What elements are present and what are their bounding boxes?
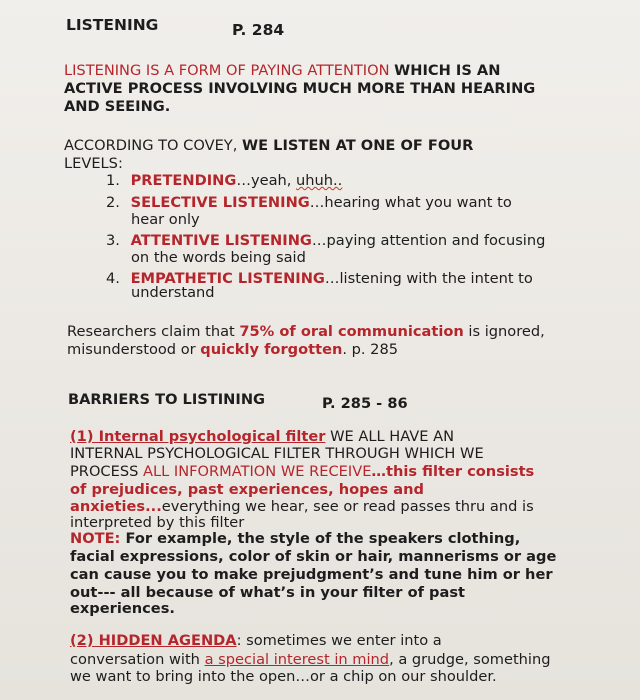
- list-number: 1.: [106, 172, 120, 189]
- intro-line-2: ACTIVE PROCESS INVOLVING MUCH MORE THAN HEARING: [64, 80, 536, 97]
- note-line-1: [70, 530, 520, 548]
- note-line-3: can cause you to make prejudgment’s and tune him or her: [70, 566, 553, 583]
- list-term: ATTENTIVE LISTENING: [130, 232, 312, 249]
- list-item-continuation: on the words being said: [131, 249, 306, 266]
- list-number: 4.: [106, 270, 120, 287]
- barrier-2-label: (2) HIDDEN AGENDA: [70, 632, 237, 649]
- barrier-2-line-3: we want to bring into the open…or a chip on our shoulder.: [70, 668, 497, 685]
- barrier-1-highlight: …this filter consists: [371, 463, 535, 480]
- list-number: 2.: [106, 194, 120, 211]
- intro-line-1: [64, 62, 500, 80]
- list-description: …yeah,: [236, 172, 297, 189]
- barrier-1-line-4: of prejudices, past experiences, hopes and: [70, 481, 424, 498]
- barrier-1-text: everything we hear, see or read passes thru and is: [161, 498, 534, 515]
- barriers-title: BARRIERS TO LISTINING: [68, 391, 266, 408]
- list-description-underlined: uhuh..: [296, 172, 343, 189]
- research-page-ref: . p. 285: [342, 341, 399, 358]
- research-highlight: quickly forgotten: [200, 341, 343, 358]
- note-line-2: facial expressions, color of skin or hair, mannerisms or age: [70, 548, 557, 565]
- list-item: [106, 232, 545, 250]
- barrier-2-text: , a grudge, something: [389, 651, 551, 668]
- note-text: For example, the style of the speakers clothing,: [120, 530, 521, 547]
- note-line-5: experiences.: [70, 600, 175, 617]
- barrier-1-red-text: ALL INFORMATION WE RECEIVE: [143, 463, 372, 480]
- note-line-4: out--- all because of what’s in your filter of past: [70, 584, 466, 601]
- list-number: 3.: [106, 232, 120, 249]
- intro-line-3: AND SEEING.: [64, 98, 171, 115]
- barrier-2-line-2: [70, 651, 551, 669]
- barrier-2-text: conversation with: [70, 651, 205, 668]
- list-term: PRETENDING: [130, 172, 237, 189]
- intro-red-text: LISTENING IS A FORM OF PAYING ATTENTION: [64, 62, 395, 79]
- list-item-continuation: hear only: [131, 211, 200, 228]
- barrier-1-line-2: INTERNAL PSYCHOLOGICAL FILTER THROUGH WHICH WE: [70, 445, 484, 462]
- list-description: …listening with the intent to: [324, 270, 533, 287]
- list-term: EMPATHETIC LISTENING: [130, 270, 325, 287]
- list-item: [106, 194, 512, 212]
- barrier-1-line-3: [70, 463, 534, 481]
- covey-line-1: [64, 137, 473, 155]
- barrier-1-line-6: interpreted by this filter: [70, 514, 245, 531]
- section-title: LISTENING: [66, 16, 159, 34]
- research-text: misunderstood or: [67, 341, 201, 358]
- barriers-page-ref: P. 285 - 86: [322, 395, 408, 412]
- covey-line-2: LEVELS:: [64, 155, 123, 172]
- research-text: Researchers claim that: [67, 323, 240, 340]
- list-item-continuation: understand: [131, 284, 215, 301]
- page-reference: P. 284: [232, 21, 285, 39]
- barrier-1-label: (1) Internal psychological filter: [70, 428, 326, 445]
- covey-intro: ACCORDING TO COVEY,: [64, 137, 242, 154]
- research-highlight: 75% of oral communication: [239, 323, 464, 340]
- intro-bold-text: WHICH IS AN: [394, 62, 501, 79]
- barrier-2-underlined: a special interest in mind: [204, 651, 390, 668]
- covey-bold: WE LISTEN AT ONE OF FOUR: [242, 137, 474, 154]
- list-description: …paying attention and focusing: [311, 232, 546, 249]
- barrier-2-line-1: [70, 632, 442, 650]
- research-line-2: [67, 341, 398, 359]
- research-line-1: [67, 323, 545, 341]
- research-text: is ignored,: [463, 323, 545, 340]
- barrier-1-text: WE ALL HAVE AN: [325, 428, 455, 445]
- barrier-1-text: PROCESS: [70, 463, 144, 480]
- list-description: …hearing what you want to: [309, 194, 512, 211]
- barrier-1-highlight: anxieties...: [70, 498, 162, 515]
- barrier-1-line-1: [70, 428, 454, 446]
- list-term: SELECTIVE LISTENING: [130, 194, 310, 211]
- barrier-2-text: : sometimes we enter into a: [236, 632, 442, 649]
- list-item: [106, 172, 342, 190]
- note-label: NOTE:: [70, 530, 121, 547]
